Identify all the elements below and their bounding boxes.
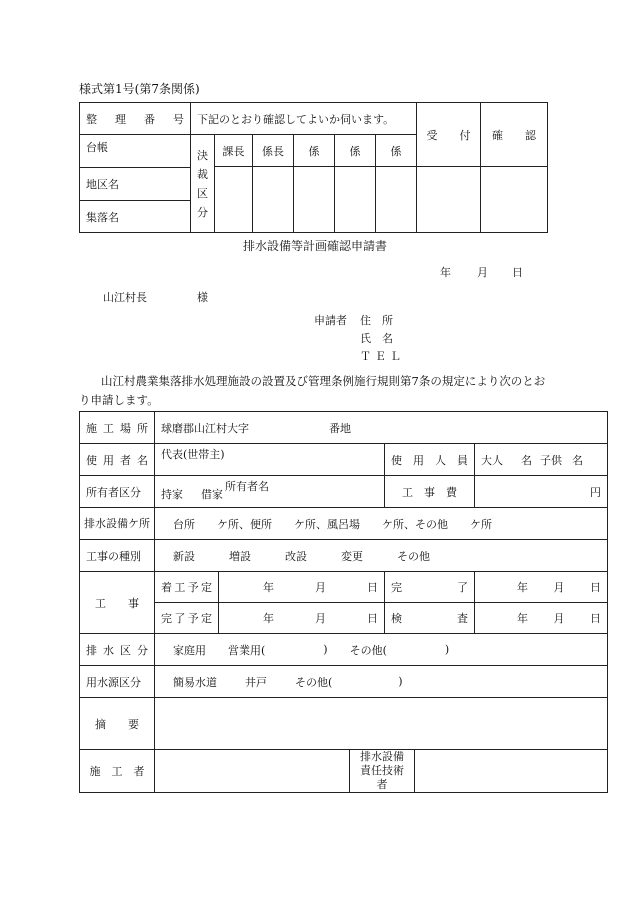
applicant-label: 申請者 (314, 314, 347, 327)
approver-kakari-2: 係 (335, 135, 376, 167)
approver-kakari-1: 係 (294, 135, 335, 167)
body-text: 山江村農業集落排水処理施設の設置及び管理条例施行規則第7条の規定により次のとおり申請します。 (79, 374, 546, 407)
site-value: 球磨郡山江村大字 (161, 421, 249, 435)
complete-plan-day: 日 (367, 612, 378, 625)
drain-field[interactable] (155, 634, 608, 666)
page-title: 排水設備等計画確認申請書 (242, 239, 387, 253)
adult-unit: 名 (521, 453, 532, 467)
applicant-name-label: 氏 名 (360, 332, 393, 345)
kakunin-label: 確 認 (481, 103, 548, 167)
kanryo-year: 年 (517, 581, 528, 594)
start-day: 日 (367, 581, 378, 594)
fixture-toilet: ケ所、便所 (217, 517, 272, 531)
fixture-other-count: ケ所 (470, 517, 492, 531)
shuraku-label: 集落名 (80, 201, 191, 233)
water-field[interactable] (155, 666, 608, 698)
water-label: 用水源区分 (80, 666, 155, 698)
start-year: 年 (263, 581, 274, 594)
cost-field[interactable] (475, 476, 608, 508)
owner-label: 所有者区分 (80, 476, 155, 508)
site-field[interactable] (155, 412, 608, 444)
cost-label: 工 事 費 (385, 476, 475, 508)
summary-label: 摘 要 (80, 698, 155, 750)
confirm-request-text: 下記のとおり確認してよいか伺います。 (191, 103, 417, 135)
complete-plan-date[interactable] (219, 603, 385, 634)
addressee-sama: 様 (197, 291, 208, 304)
drain-other-close: ) (444, 643, 450, 656)
adult-label: 大人 (481, 453, 503, 467)
engineer-label: 排水設備責任技術者 (350, 750, 415, 793)
start-month: 月 (315, 581, 326, 594)
applicant-address-label: 住 所 (360, 314, 393, 327)
child-label: 子供 (540, 453, 562, 467)
chiku-label: 地区名 (80, 168, 191, 201)
site-banchi: 番地 (329, 421, 351, 435)
water-simple: 簡易水道 (173, 675, 217, 689)
stamp-cell[interactable] (253, 167, 294, 233)
type-new: 新設 (173, 549, 195, 563)
kessai-label: 決裁区分 (191, 135, 215, 233)
kanryo-day: 日 (590, 581, 601, 594)
kensa-label: 検 査 (385, 603, 475, 634)
user-value: 代表(世帯主) (161, 448, 225, 461)
type-extend: 増設 (229, 549, 251, 563)
owner-own: 持家 (161, 487, 183, 501)
drain-business-close: ) (323, 643, 328, 656)
start-plan-label: 着工予定 (155, 572, 219, 603)
fixture-kitchen: 台所 (173, 517, 195, 531)
summary-field[interactable] (155, 698, 608, 750)
fixture-other: ケ所、その他 (382, 517, 448, 531)
kensa-day: 日 (590, 612, 601, 625)
yen-unit: 円 (590, 485, 601, 499)
admin-table (79, 102, 548, 233)
fixture-bath: ケ所、風呂場 (294, 517, 360, 531)
owner-field[interactable] (155, 476, 385, 508)
date-year: 年 (440, 266, 451, 279)
users-count-field[interactable] (475, 444, 608, 476)
type-field[interactable] (155, 540, 608, 572)
applicant-tel-label: ＴＥＬ (360, 350, 405, 363)
stamp-cell[interactable] (417, 167, 481, 233)
addressee-name: 山江村長 (103, 291, 147, 304)
date-day: 日 (512, 266, 523, 279)
kanryo-month: 月 (553, 581, 565, 594)
uketsuke-label: 受 付 (417, 103, 481, 167)
type-label: 工事の種別 (80, 540, 155, 572)
work-label: 工 事 (80, 572, 155, 634)
fixture-label: 排水設備ケ所 (80, 508, 155, 540)
approver-kakaricho: 係長 (253, 135, 294, 167)
type-rebuild: 改設 (285, 549, 307, 563)
kensa-date[interactable] (475, 603, 608, 634)
stamp-cell[interactable] (481, 167, 548, 233)
complete-plan-label: 完了予定 (155, 603, 219, 634)
kensa-month: 月 (553, 612, 565, 625)
fixture-field[interactable] (155, 508, 608, 540)
kanryo-date[interactable] (475, 572, 608, 603)
application-form-table (79, 411, 608, 793)
approver-kakari-3: 係 (376, 135, 417, 167)
drain-business: 営業用( (228, 643, 266, 657)
seiri-bango-label: 整 理 番 号 (80, 103, 191, 135)
water-well: 井戸 (245, 675, 267, 689)
site-label: 施工場所 (80, 412, 155, 444)
start-plan-date[interactable] (219, 572, 385, 603)
complete-plan-month: 月 (315, 612, 326, 625)
kanryo-label: 完 了 (385, 572, 475, 603)
form-number: 様式第1号(第7条関係) (79, 82, 200, 96)
type-other: その他 (397, 549, 430, 563)
contractor-label: 施 工 者 (80, 750, 155, 793)
owner-name-label: 所有者名 (225, 479, 269, 493)
stamp-cell[interactable] (376, 167, 417, 233)
type-change: 変更 (341, 549, 363, 563)
drain-home: 家庭用 (173, 643, 206, 657)
date-month: 月 (477, 266, 488, 279)
stamp-cell[interactable] (294, 167, 335, 233)
engineer-field[interactable] (415, 750, 608, 793)
water-other-close: ) (398, 675, 403, 688)
tanchou-label: 台帳 (80, 135, 191, 168)
complete-plan-year: 年 (263, 612, 274, 625)
contractor-field[interactable] (155, 750, 350, 793)
approver-kacho: 課長 (215, 135, 253, 167)
user-field[interactable] (155, 444, 385, 476)
users-count-label: 使用人員 (385, 444, 475, 476)
stamp-cell[interactable] (215, 167, 253, 233)
child-unit: 名 (572, 453, 583, 467)
drain-other: その他( (349, 643, 387, 657)
drain-label: 排水区分 (80, 634, 155, 666)
water-other: その他( (295, 675, 333, 689)
user-label: 使用者名 (80, 444, 155, 476)
kensa-year: 年 (517, 612, 528, 625)
stamp-cell[interactable] (335, 167, 376, 233)
owner-rent: 借家 (201, 487, 223, 501)
